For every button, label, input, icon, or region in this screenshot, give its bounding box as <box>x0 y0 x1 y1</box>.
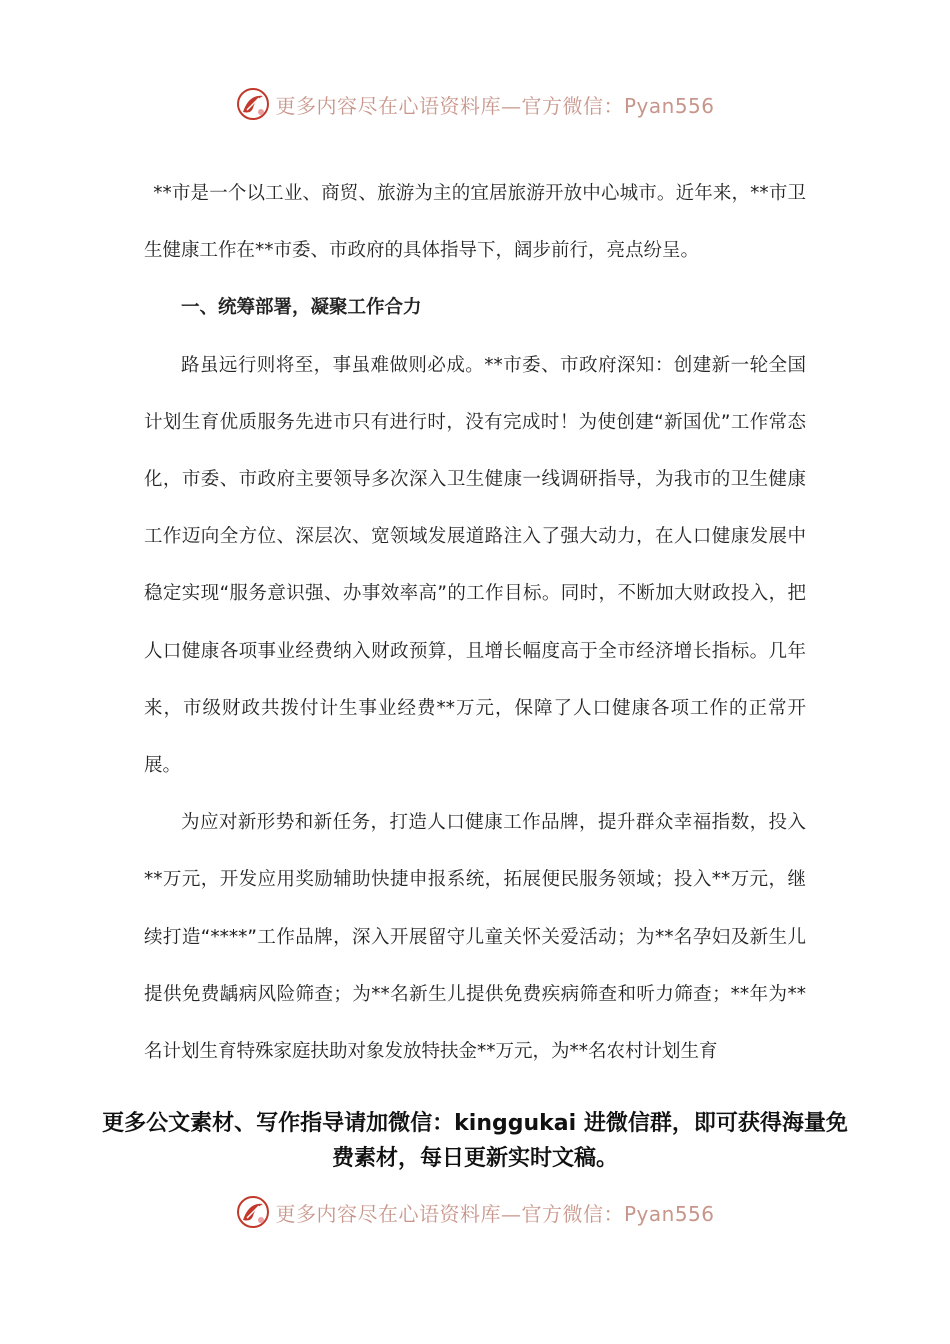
banner-wechat-id: Pyan556 <box>623 93 715 118</box>
footer-notice: 更多公文素材、写作指导请加微信：kinggukai 进微信群，即可获得海量免费素材，每日更新实时文稿。 <box>102 1111 848 1171</box>
banner-text: 更多内容尽在心语资料库—官方微信：Pyan556 <box>275 93 715 118</box>
brand-logo-icon <box>235 86 271 122</box>
banner-text: 更多内容尽在心语资料库—官方微信：Pyan556 <box>275 1201 715 1226</box>
section-heading: 一、统筹部署，凝聚工作合力 <box>181 297 422 319</box>
article-body <box>144 165 806 1080</box>
brand-logo-icon <box>235 1194 271 1230</box>
article-paragraph-2: 为应对新形势和新任务，打造人口健康工作品牌，提升群众幸福指数，投入**万元，开发应用奖励辅助快捷申报系统，拓展便民服务领域；投入**万元，继续打造“****”工作品牌，深入开展留守儿童关怀关爱活动；为**名孕妇及新生儿提供免费龋病风险筛查；为**名新生儿提供免费疾病筛查和听力筛查；**年为**名计划生育特殊家庭扶助对象发放特扶金**万元，为**名农村计划生育 <box>144 812 806 1063</box>
article-paragraph-1: 路虽远行则将至，事虽难做则必成。**市委、市政府深知：创建新一轮全国计划生育优质服务先进市只有进行时，没有完成时！为使创建“新国优”工作常态化，市委、市政府主要领导多次深入卫生健康一线调研指导，为我市的卫生健康工作迈向全方位、深层次、宽领域发展道路注入了强大动力，在人口健康发展中稳定实现“服务意识强、办事效率高”的工作目标。同时，不断加大财政投入，把人口健康各项事业经费纳入财政预算，且增长幅度高于全市经济增长指标。几年来，市级财政共拨付计生事业经费**万元，保障了人口健康各项工作的正常开展。 <box>144 354 806 777</box>
banner-wechat-id: Pyan556 <box>623 1201 715 1226</box>
header-watermark-banner <box>0 84 950 124</box>
article-intro: **市是一个以工业、商贸、旅游为主的宜居旅游开放中心城市。近年来，**市卫生健康工作在**市委、市政府的具体指导下，阔步前行，亮点纷呈。 <box>144 183 806 262</box>
footer-watermark-banner <box>0 1192 950 1232</box>
